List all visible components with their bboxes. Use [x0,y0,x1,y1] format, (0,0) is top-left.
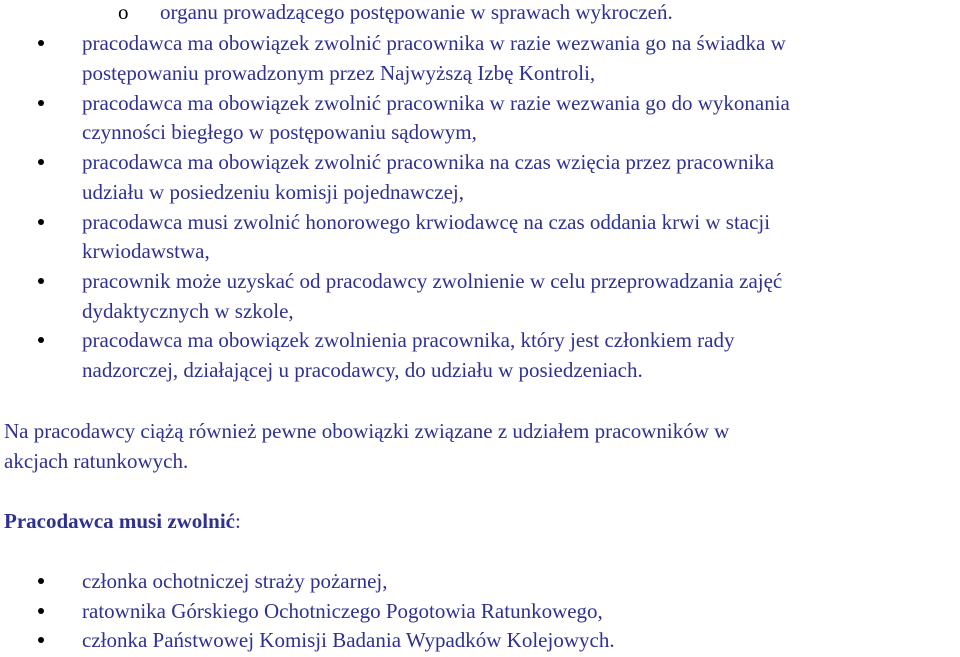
list-item-continuation [82,296,957,326]
sub-list-item-text: organu prowadzącego postępowanie w sprawach wykroczeń. [160,0,673,24]
section-heading-colon: : [234,509,241,533]
list-item-line: pracodawca ma obowiązek zwolnić pracownika w razie wezwania go na świadka w [82,31,786,55]
paragraph-text: akcjach ratunkowych. [4,449,189,473]
list-item-line: dydaktycznych w szkole, [82,299,294,323]
list-item-line: czynności biegłego w postępowaniu sądowym, [82,120,477,144]
section-heading-text: Pracodawca musi zwolnić [4,509,235,533]
paragraph-line [4,416,954,446]
list-item [82,207,957,237]
bullet-icon [38,219,44,225]
list-item [82,147,957,177]
list-item-line: członka Państwowej Komisji Badania Wypadków Kolejowych. [82,628,615,652]
list-item [82,266,957,296]
section-heading [4,506,954,536]
list-item [82,28,957,58]
list-item-line: nadzorczej, działającej u pracodawcy, do udziału w posiedzeniach. [82,358,643,382]
list-item-line: ratownika Górskiego Ochotniczego Pogotowia Ratunkowego, [82,599,603,623]
list-item [82,596,957,626]
bullet-icon [38,608,44,614]
list-item [82,566,957,596]
bullet-icon [38,159,44,165]
list-item-line: pracodawca ma obowiązek zwolnić pracownika na czas wzięcia przez pracownika [82,150,775,174]
circle-bullet-icon: o [118,0,129,24]
sub-list-item [118,0,960,27]
list-item-line: członka ochotniczej straży pożarnej, [82,569,388,593]
list-item-continuation [82,58,957,88]
list-item [82,88,957,118]
list-item-line: udziału w posiedzeniu komisji pojednawczej, [82,180,464,204]
bullet-icon [38,337,44,343]
list-item-line: krwiodawstwa, [82,239,210,263]
list-item-line: pracodawca ma obowiązek zwolnienia pracownika, który jest członkiem rady [82,328,735,352]
bullet-icon [38,40,44,46]
list-item [82,325,957,355]
paragraph-line [4,446,954,476]
bullet-icon [38,100,44,106]
list-item-line: postępowaniu prowadzonym przez Najwyższą Izbę Kontroli, [82,61,596,85]
list-item-line: pracownik może uzyskać od pracodawcy zwolnienie w celu przeprowadzania zajęć [82,269,783,293]
bullet-icon [38,637,44,643]
list-item-continuation [82,355,957,385]
list-item-continuation [82,177,957,207]
list-item-line: pracodawca musi zwolnić honorowego krwiodawcę na czas oddania krwi w stacji [82,210,771,234]
list-item-continuation [82,117,957,147]
bullet-icon [38,278,44,284]
list-item-line: pracodawca ma obowiązek zwolnić pracownika w razie wezwania go do wykonania [82,91,790,115]
list-item-continuation [82,236,957,266]
paragraph-text: Na pracodawcy ciążą również pewne obowiązki związane z udziałem pracowników w [4,419,730,443]
bullet-icon [38,578,44,584]
list-item [82,625,957,655]
